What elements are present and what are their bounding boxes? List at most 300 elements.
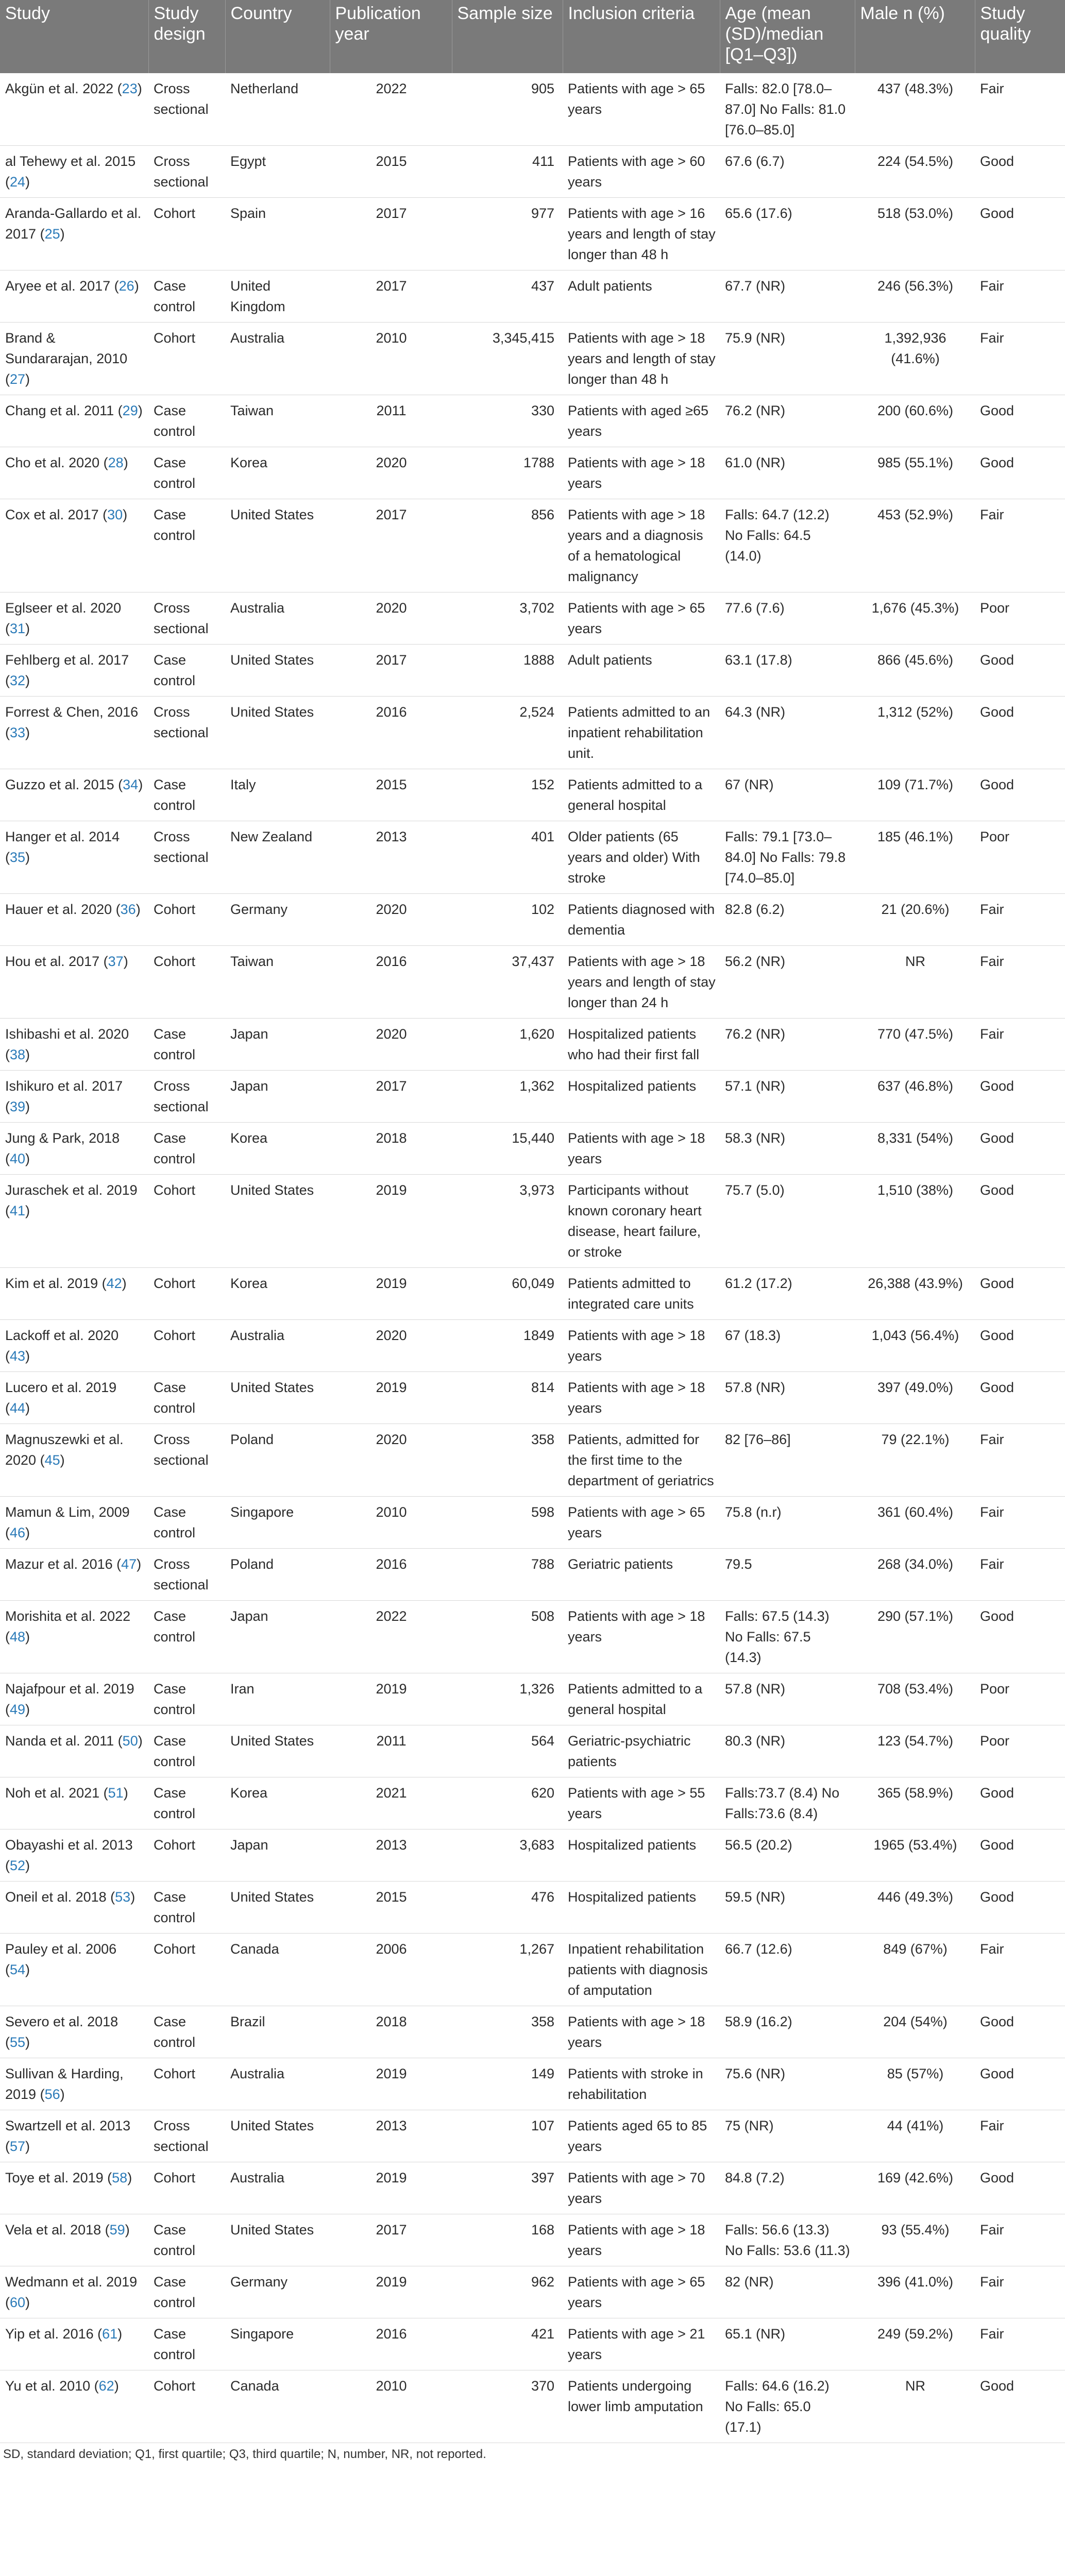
citation-link[interactable]: 59 bbox=[109, 2222, 125, 2238]
table-row bbox=[0, 1601, 1065, 1673]
citation-link[interactable]: 48 bbox=[10, 1629, 26, 1645]
cell-male: 290 (57.1%) bbox=[855, 1601, 975, 1673]
cell-male: 518 (53.0%) bbox=[855, 198, 975, 270]
study-name: Hauer et al. 2020 bbox=[5, 902, 112, 917]
cell-male: 79 (22.1%) bbox=[855, 1424, 975, 1497]
cell-country: Australia bbox=[225, 323, 330, 395]
cell-male: NR bbox=[855, 946, 975, 1019]
cell-country: Japan bbox=[225, 1071, 330, 1123]
citation-link[interactable]: 50 bbox=[122, 1733, 138, 1749]
cell-age: 57.8 (NR) bbox=[720, 1673, 855, 1725]
cell-age: 82.8 (6.2) bbox=[720, 894, 855, 946]
cell-country: United States bbox=[225, 1725, 330, 1777]
cell-age: 76.2 (NR) bbox=[720, 395, 855, 447]
header-country: Country bbox=[225, 0, 330, 73]
cell-study: Hanger et al. 2014 (35) bbox=[0, 821, 148, 894]
cell-inclusion-criteria: Patients with stroke in rehabilitation bbox=[563, 2058, 720, 2110]
cell-study: Obayashi et al. 2013 (52) bbox=[0, 1829, 148, 1882]
cell-age: 65.1 (NR) bbox=[720, 2318, 855, 2370]
citation-link[interactable]: 38 bbox=[10, 1047, 26, 1062]
citation-link[interactable]: 47 bbox=[121, 1556, 137, 1572]
cell-male: 708 (53.4%) bbox=[855, 1673, 975, 1725]
cell-sample-size: 856 bbox=[452, 499, 563, 592]
cell-country: Australia bbox=[225, 1320, 330, 1372]
cell-year: 2015 bbox=[330, 1882, 452, 1934]
cell-sample-size: 1,620 bbox=[452, 1019, 563, 1071]
cell-inclusion-criteria: Patients admitted to a general hospital bbox=[563, 1673, 720, 1725]
cell-male: 637 (46.8%) bbox=[855, 1071, 975, 1123]
cell-country: United States bbox=[225, 1372, 330, 1424]
citation-link[interactable]: 34 bbox=[123, 777, 139, 792]
cell-sample-size: 1,326 bbox=[452, 1673, 563, 1725]
cell-design: Cross sectional bbox=[148, 2110, 225, 2162]
cell-year: 2015 bbox=[330, 146, 452, 198]
cell-male: 109 (71.7%) bbox=[855, 769, 975, 821]
cell-quality: Poor bbox=[975, 592, 1065, 645]
cell-inclusion-criteria: Hospitalized patients who had their first fall bbox=[563, 1019, 720, 1071]
table-row bbox=[0, 395, 1065, 447]
table-row bbox=[0, 2110, 1065, 2162]
cell-country: United States bbox=[225, 697, 330, 769]
citation-link[interactable]: 39 bbox=[10, 1099, 26, 1114]
study-name: Obayashi et al. 2013 bbox=[5, 1837, 133, 1853]
citation-link[interactable]: 36 bbox=[120, 902, 136, 917]
cell-male: 1,676 (45.3%) bbox=[855, 592, 975, 645]
cell-inclusion-criteria: Patients with age > 65 years bbox=[563, 2266, 720, 2318]
study-name: Hanger et al. 2014 bbox=[5, 829, 120, 844]
table-row bbox=[0, 645, 1065, 697]
cell-year: 2022 bbox=[330, 1601, 452, 1673]
table-header bbox=[0, 0, 1065, 73]
citation-link[interactable]: 32 bbox=[10, 673, 26, 688]
study-name: Chang et al. 2011 bbox=[5, 403, 114, 418]
cell-sample-size: 3,973 bbox=[452, 1175, 563, 1268]
cell-inclusion-criteria: Hospitalized patients bbox=[563, 1071, 720, 1123]
cell-sample-size: 152 bbox=[452, 769, 563, 821]
cell-quality: Fair bbox=[975, 499, 1065, 592]
cell-quality: Good bbox=[975, 1071, 1065, 1123]
citation-link[interactable]: 55 bbox=[10, 2035, 26, 2050]
table-row bbox=[0, 2318, 1065, 2370]
citation-link[interactable]: 28 bbox=[108, 455, 124, 470]
cell-design: Case control bbox=[148, 1882, 225, 1934]
cell-study: Yip et al. 2016 (61) bbox=[0, 2318, 148, 2370]
cell-quality: Fair bbox=[975, 946, 1065, 1019]
cell-design: Cross sectional bbox=[148, 73, 225, 146]
cell-year: 2016 bbox=[330, 946, 452, 1019]
cell-inclusion-criteria: Adult patients bbox=[563, 645, 720, 697]
header-design: Study design bbox=[148, 0, 225, 73]
cell-male: 249 (59.2%) bbox=[855, 2318, 975, 2370]
citation-link[interactable]: 41 bbox=[10, 1203, 26, 1218]
cell-age: Falls:73.7 (8.4) No Falls:73.6 (8.4) bbox=[720, 1777, 855, 1829]
cell-country: Italy bbox=[225, 769, 330, 821]
study-name: Nanda et al. 2011 bbox=[5, 1733, 114, 1749]
cell-study: Hauer et al. 2020 (36) bbox=[0, 894, 148, 946]
cell-sample-size: 15,440 bbox=[452, 1123, 563, 1175]
citation-link[interactable]: 25 bbox=[44, 226, 60, 242]
citation-link[interactable]: 24 bbox=[10, 174, 26, 190]
cell-age: Falls: 64.7 (12.2) No Falls: 64.5 (14.0) bbox=[720, 499, 855, 592]
cell-year: 2020 bbox=[330, 1320, 452, 1372]
cell-study: Akgün et al. 2022 (23) bbox=[0, 73, 148, 146]
cell-country: United States bbox=[225, 2214, 330, 2266]
cell-study: Vela et al. 2018 (59) bbox=[0, 2214, 148, 2266]
cell-age: Falls: 79.1 [73.0–84.0] No Falls: 79.8 [74.0–85.0] bbox=[720, 821, 855, 894]
cell-design: Cohort bbox=[148, 894, 225, 946]
cell-year: 2006 bbox=[330, 1934, 452, 2006]
cell-design: Case control bbox=[148, 447, 225, 499]
cell-study: Fehlberg et al. 2017 (32) bbox=[0, 645, 148, 697]
cell-design: Case control bbox=[148, 1019, 225, 1071]
cell-year: 2010 bbox=[330, 2370, 452, 2443]
cell-study: Hou et al. 2017 (37) bbox=[0, 946, 148, 1019]
cell-design: Cross sectional bbox=[148, 821, 225, 894]
cell-male: 123 (54.7%) bbox=[855, 1725, 975, 1777]
table-row bbox=[0, 1424, 1065, 1497]
cell-quality: Fair bbox=[975, 894, 1065, 946]
cell-quality: Good bbox=[975, 447, 1065, 499]
citation-link[interactable]: 57 bbox=[10, 2139, 26, 2154]
cell-sample-size: 397 bbox=[452, 2162, 563, 2214]
cell-sample-size: 358 bbox=[452, 2006, 563, 2058]
cell-design: Cohort bbox=[148, 2162, 225, 2214]
cell-year: 2016 bbox=[330, 2318, 452, 2370]
cell-design: Case control bbox=[148, 1601, 225, 1673]
cell-quality: Good bbox=[975, 198, 1065, 270]
citation-link[interactable]: 23 bbox=[122, 81, 138, 96]
cell-age: 63.1 (17.8) bbox=[720, 645, 855, 697]
cell-age: Falls: 56.6 (13.3) No Falls: 53.6 (11.3) bbox=[720, 2214, 855, 2266]
table-row bbox=[0, 1123, 1065, 1175]
cell-sample-size: 3,683 bbox=[452, 1829, 563, 1882]
cell-year: 2018 bbox=[330, 2006, 452, 2058]
cell-inclusion-criteria: Patients with age > 60 years bbox=[563, 146, 720, 198]
cell-age: 67 (NR) bbox=[720, 769, 855, 821]
cell-male: 204 (54%) bbox=[855, 2006, 975, 2058]
study-name: Guzzo et al. 2015 bbox=[5, 777, 114, 792]
citation-link[interactable]: 62 bbox=[98, 2378, 114, 2394]
cell-design: Case control bbox=[148, 1123, 225, 1175]
cell-age: 56.5 (20.2) bbox=[720, 1829, 855, 1882]
study-name: Morishita et al. 2022 bbox=[5, 1608, 131, 1624]
citation-link[interactable]: 52 bbox=[10, 1858, 26, 1873]
table-row bbox=[0, 1725, 1065, 1777]
table-row bbox=[0, 2214, 1065, 2266]
cell-design: Case control bbox=[148, 1725, 225, 1777]
cell-year: 2017 bbox=[330, 1071, 452, 1123]
cell-year: 2021 bbox=[330, 1777, 452, 1829]
cell-year: 2011 bbox=[330, 1725, 452, 1777]
cell-male: 849 (67%) bbox=[855, 1934, 975, 2006]
citation-link[interactable]: 60 bbox=[10, 2295, 26, 2310]
cell-male: 985 (55.1%) bbox=[855, 447, 975, 499]
cell-year: 2019 bbox=[330, 2266, 452, 2318]
cell-male: NR bbox=[855, 2370, 975, 2443]
cell-country: United States bbox=[225, 2110, 330, 2162]
cell-quality: Fair bbox=[975, 2266, 1065, 2318]
cell-sample-size: 1888 bbox=[452, 645, 563, 697]
cell-age: Falls: 64.6 (16.2) No Falls: 65.0 (17.1) bbox=[720, 2370, 855, 2443]
cell-study: Sullivan & Harding, 2019 (56) bbox=[0, 2058, 148, 2110]
citation-link[interactable]: 40 bbox=[10, 1151, 26, 1166]
table-row bbox=[0, 1549, 1065, 1601]
citation-link[interactable]: 44 bbox=[10, 1400, 26, 1416]
cell-inclusion-criteria: Patients aged 65 to 85 years bbox=[563, 2110, 720, 2162]
cell-age: 61.0 (NR) bbox=[720, 447, 855, 499]
cell-country: Japan bbox=[225, 1829, 330, 1882]
cell-country: Iran bbox=[225, 1673, 330, 1725]
cell-study: Aranda-Gallardo et al. 2017 (25) bbox=[0, 198, 148, 270]
cell-age: 58.3 (NR) bbox=[720, 1123, 855, 1175]
table-row bbox=[0, 1882, 1065, 1934]
cell-male: 770 (47.5%) bbox=[855, 1019, 975, 1071]
cell-quality: Poor bbox=[975, 1673, 1065, 1725]
table-row bbox=[0, 1320, 1065, 1372]
cell-design: Case control bbox=[148, 1497, 225, 1549]
cell-male: 397 (49.0%) bbox=[855, 1372, 975, 1424]
cell-inclusion-criteria: Patients with age > 65 years bbox=[563, 592, 720, 645]
citation-link[interactable]: 49 bbox=[10, 1702, 26, 1717]
cell-sample-size: 814 bbox=[452, 1372, 563, 1424]
citation-link[interactable]: 43 bbox=[10, 1348, 26, 1364]
cell-design: Cohort bbox=[148, 2370, 225, 2443]
cell-inclusion-criteria: Patients with age > 18 years and length of stay longer than 48 h bbox=[563, 323, 720, 395]
cell-year: 2020 bbox=[330, 1424, 452, 1497]
citation-link[interactable]: 51 bbox=[108, 1785, 124, 1801]
cell-male: 361 (60.4%) bbox=[855, 1497, 975, 1549]
study-name: Eglseer et al. 2020 bbox=[5, 600, 122, 616]
cell-sample-size: 598 bbox=[452, 1497, 563, 1549]
cell-age: 82 [76–86] bbox=[720, 1424, 855, 1497]
cell-male: 200 (60.6%) bbox=[855, 395, 975, 447]
cell-quality: Good bbox=[975, 1175, 1065, 1268]
citation-link[interactable]: 42 bbox=[106, 1276, 122, 1291]
table-row bbox=[0, 821, 1065, 894]
cell-male: 453 (52.9%) bbox=[855, 499, 975, 592]
table-row bbox=[0, 1372, 1065, 1424]
cell-sample-size: 107 bbox=[452, 2110, 563, 2162]
cell-country: United States bbox=[225, 645, 330, 697]
header-size: Sample size bbox=[452, 0, 563, 73]
cell-country: Korea bbox=[225, 1268, 330, 1320]
cell-year: 2016 bbox=[330, 1549, 452, 1601]
cell-country: United Kingdom bbox=[225, 270, 330, 323]
cell-design: Case control bbox=[148, 2006, 225, 2058]
cell-quality: Poor bbox=[975, 1725, 1065, 1777]
cell-year: 2019 bbox=[330, 2058, 452, 2110]
table-row bbox=[0, 1673, 1065, 1725]
table-row bbox=[0, 592, 1065, 645]
cell-study: Morishita et al. 2022 (48) bbox=[0, 1601, 148, 1673]
study-name: Juraschek et al. 2019 bbox=[5, 1182, 138, 1198]
cell-design: Cohort bbox=[148, 323, 225, 395]
cell-country: United States bbox=[225, 1882, 330, 1934]
citation-link[interactable]: 33 bbox=[10, 725, 26, 740]
cell-sample-size: 102 bbox=[452, 894, 563, 946]
cell-inclusion-criteria: Geriatric patients bbox=[563, 1549, 720, 1601]
cell-design: Cohort bbox=[148, 1268, 225, 1320]
cell-male: 44 (41%) bbox=[855, 2110, 975, 2162]
cell-quality: Good bbox=[975, 2058, 1065, 2110]
cell-year: 2011 bbox=[330, 395, 452, 447]
cell-quality: Good bbox=[975, 769, 1065, 821]
cell-sample-size: 476 bbox=[452, 1882, 563, 1934]
cell-sample-size: 3,345,415 bbox=[452, 323, 563, 395]
citation-link[interactable]: 56 bbox=[44, 2087, 60, 2102]
citation-link[interactable]: 31 bbox=[10, 621, 26, 636]
cell-country: New Zealand bbox=[225, 821, 330, 894]
citation-link[interactable]: 53 bbox=[115, 1889, 131, 1905]
cell-design: Cross sectional bbox=[148, 1549, 225, 1601]
cell-year: 2013 bbox=[330, 2110, 452, 2162]
cell-quality: Fair bbox=[975, 2214, 1065, 2266]
study-name: Aranda-Gallardo et al. 2017 bbox=[5, 206, 142, 242]
cell-sample-size: 2,524 bbox=[452, 697, 563, 769]
cell-design: Case control bbox=[148, 2266, 225, 2318]
cell-study: Noh et al. 2021 (51) bbox=[0, 1777, 148, 1829]
study-name: Fehlberg et al. 2017 bbox=[5, 652, 129, 668]
cell-quality: Poor bbox=[975, 821, 1065, 894]
cell-inclusion-criteria: Patients with aged ≥65 years bbox=[563, 395, 720, 447]
citation-link[interactable]: 35 bbox=[10, 850, 26, 865]
cell-age: 75 (NR) bbox=[720, 2110, 855, 2162]
table-row bbox=[0, 270, 1065, 323]
cell-country: Korea bbox=[225, 447, 330, 499]
cell-study: Chang et al. 2011 (29) bbox=[0, 395, 148, 447]
cell-year: 2010 bbox=[330, 1497, 452, 1549]
cell-sample-size: 149 bbox=[452, 2058, 563, 2110]
table-row bbox=[0, 946, 1065, 1019]
table-footnote: SD, standard deviation; Q1, first quartile; Q3, third quartile; N, number, NR, not reported. bbox=[3, 2447, 486, 2461]
cell-male: 246 (56.3%) bbox=[855, 270, 975, 323]
study-name: Akgün et al. 2022 bbox=[5, 81, 114, 96]
cell-inclusion-criteria: Participants without known coronary heart disease, heart failure, or stroke bbox=[563, 1175, 720, 1268]
cell-country: Taiwan bbox=[225, 395, 330, 447]
cell-quality: Good bbox=[975, 1777, 1065, 1829]
cell-study: Najafpour et al. 2019 (49) bbox=[0, 1673, 148, 1725]
citation-link[interactable]: 26 bbox=[119, 278, 134, 294]
cell-inclusion-criteria: Patients with age > 21 years bbox=[563, 2318, 720, 2370]
table-row bbox=[0, 1497, 1065, 1549]
cell-male: 437 (48.3%) bbox=[855, 73, 975, 146]
cell-country: Egypt bbox=[225, 146, 330, 198]
cell-study: Oneil et al. 2018 (53) bbox=[0, 1882, 148, 1934]
cell-country: Germany bbox=[225, 894, 330, 946]
cell-country: Poland bbox=[225, 1549, 330, 1601]
cell-sample-size: 788 bbox=[452, 1549, 563, 1601]
cell-study: Guzzo et al. 2015 (34) bbox=[0, 769, 148, 821]
citation-link[interactable]: 29 bbox=[122, 403, 138, 418]
study-name: al Tehewy et al. 2015 bbox=[5, 154, 136, 169]
cell-design: Cohort bbox=[148, 2058, 225, 2110]
cell-design: Case control bbox=[148, 2214, 225, 2266]
citation-link[interactable]: 46 bbox=[10, 1525, 26, 1540]
citation-link[interactable]: 58 bbox=[112, 2170, 128, 2185]
cell-study: Wedmann et al. 2019 (60) bbox=[0, 2266, 148, 2318]
study-name: Cox et al. 2017 bbox=[5, 507, 99, 522]
cell-quality: Good bbox=[975, 1829, 1065, 1882]
cell-year: 2010 bbox=[330, 323, 452, 395]
cell-country: Japan bbox=[225, 1019, 330, 1071]
citation-link[interactable]: 54 bbox=[10, 1962, 26, 1977]
cell-sample-size: 620 bbox=[452, 1777, 563, 1829]
citation-link[interactable]: 61 bbox=[102, 2326, 118, 2342]
cell-design: Cross sectional bbox=[148, 697, 225, 769]
cell-quality: Fair bbox=[975, 1019, 1065, 1071]
study-name: Severo et al. 2018 bbox=[5, 2014, 119, 2029]
table-row bbox=[0, 1934, 1065, 2006]
cell-age: Falls: 67.5 (14.3) No Falls: 67.5 (14.3) bbox=[720, 1601, 855, 1673]
cell-age: 79.5 bbox=[720, 1549, 855, 1601]
cell-sample-size: 977 bbox=[452, 198, 563, 270]
cell-inclusion-criteria: Patients with age > 18 years bbox=[563, 1601, 720, 1673]
cell-age: 67.7 (NR) bbox=[720, 270, 855, 323]
study-name: Mazur et al. 2016 bbox=[5, 1556, 113, 1572]
cell-country: United States bbox=[225, 499, 330, 592]
cell-design: Case control bbox=[148, 1673, 225, 1725]
cell-design: Cross sectional bbox=[148, 1071, 225, 1123]
cell-quality: Good bbox=[975, 1268, 1065, 1320]
cell-study: Toye et al. 2019 (58) bbox=[0, 2162, 148, 2214]
cell-age: 80.3 (NR) bbox=[720, 1725, 855, 1777]
cell-male: 224 (54.5%) bbox=[855, 146, 975, 198]
table-row bbox=[0, 499, 1065, 592]
cell-male: 1,043 (56.4%) bbox=[855, 1320, 975, 1372]
cell-study: Severo et al. 2018 (55) bbox=[0, 2006, 148, 2058]
cell-country: Australia bbox=[225, 2058, 330, 2110]
cell-study: Lucero et al. 2019 (44) bbox=[0, 1372, 148, 1424]
table-row bbox=[0, 1777, 1065, 1829]
cell-inclusion-criteria: Patients with age > 18 years bbox=[563, 447, 720, 499]
cell-study: Swartzell et al. 2013 (57) bbox=[0, 2110, 148, 2162]
citation-link[interactable]: 30 bbox=[107, 507, 123, 522]
cell-study: Yu et al. 2010 (62) bbox=[0, 2370, 148, 2443]
study-name: Swartzell et al. 2013 bbox=[5, 2118, 131, 2133]
citation-link[interactable]: 27 bbox=[10, 371, 26, 387]
table-row bbox=[0, 146, 1065, 198]
table-row bbox=[0, 1071, 1065, 1123]
cell-sample-size: 564 bbox=[452, 1725, 563, 1777]
cell-age: 57.1 (NR) bbox=[720, 1071, 855, 1123]
table-row bbox=[0, 894, 1065, 946]
cell-inclusion-criteria: Patients admitted to integrated care units bbox=[563, 1268, 720, 1320]
cell-inclusion-criteria: Hospitalized patients bbox=[563, 1882, 720, 1934]
citation-link[interactable]: 37 bbox=[108, 954, 124, 969]
study-name: Forrest & Chen, 2016 bbox=[5, 704, 139, 720]
cell-country: United States bbox=[225, 1175, 330, 1268]
cell-study: Mamun & Lim, 2009 (46) bbox=[0, 1497, 148, 1549]
cell-sample-size: 358 bbox=[452, 1424, 563, 1497]
table-row bbox=[0, 769, 1065, 821]
cell-quality: Good bbox=[975, 1320, 1065, 1372]
study-name: Hou et al. 2017 bbox=[5, 954, 100, 969]
cell-design: Cohort bbox=[148, 1320, 225, 1372]
cell-study: Ishibashi et al. 2020 (38) bbox=[0, 1019, 148, 1071]
cell-year: 2022 bbox=[330, 73, 452, 146]
study-name: Sullivan & Harding, 2019 bbox=[5, 2066, 124, 2102]
cell-country: Taiwan bbox=[225, 946, 330, 1019]
table-body bbox=[0, 73, 1065, 2443]
citation-link[interactable]: 45 bbox=[44, 1452, 60, 1468]
cell-sample-size: 962 bbox=[452, 2266, 563, 2318]
cell-design: Cross sectional bbox=[148, 1424, 225, 1497]
table-row bbox=[0, 1829, 1065, 1882]
cell-inclusion-criteria: Patients with age > 18 years and length of stay longer than 24 h bbox=[563, 946, 720, 1019]
cell-male: 866 (45.6%) bbox=[855, 645, 975, 697]
cell-design: Cohort bbox=[148, 946, 225, 1019]
cell-quality: Good bbox=[975, 1601, 1065, 1673]
